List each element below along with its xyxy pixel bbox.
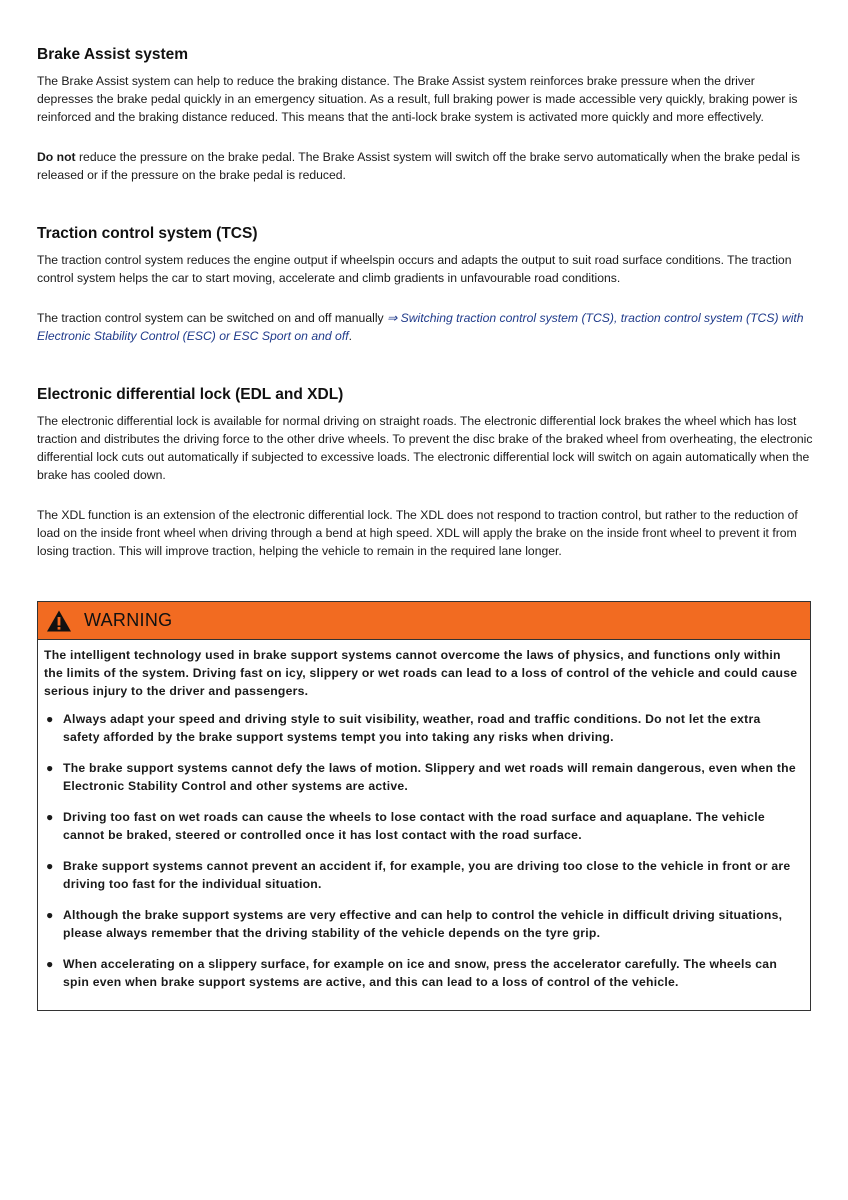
warning-list-item: [44, 808, 798, 844]
bullet-icon: ●: [46, 810, 54, 824]
paragraph: The electronic differential lock is available for normal driving on straight roads. The electronic differential lock brakes the wheel which has lost traction and distributes the driving force to the other drive wheels. To prevent the disc brake of the braked wheel from overheating, the electronic differential lock cuts out automatically if subjected to excessive loads. The electronic differential lock will switch on again automatically when the brake has cooled down.: [37, 414, 813, 482]
warning-item-text: Always adapt your speed and driving style to suit visibility, weather, road and traffic conditions. Do not let the extra safety afforded by the brake support systems tempt you into taking any risks when driving.: [63, 712, 761, 744]
warning-list-item: [44, 710, 798, 746]
warning-header: [38, 602, 810, 640]
section-heading: Electronic differential lock (EDL and XDL): [37, 386, 344, 403]
warning-item-text: Driving too fast on wet roads can cause the wheels to lose contact with the road surface and aquaplane. The vehicle cannot be braked, steered or controlled once it has lost contact with the road surface.: [63, 810, 765, 842]
warning-list-item: [44, 759, 798, 795]
bullet-icon: ●: [46, 761, 54, 775]
paragraph: [37, 148, 813, 184]
warning-list-item: [44, 955, 798, 991]
paragraph-text: reduce the pressure on the brake pedal. The Brake Assist system will switch off the brake servo automatically when the brake pedal is released or if the pressure on the brake pedal is reduced.: [37, 150, 800, 182]
section-traction-control: [37, 225, 813, 345]
bullet-icon: ●: [46, 957, 54, 971]
paragraph: The traction control system reduces the engine output if wheelspin occurs and adapts the output to suit road surface conditions. The traction control system helps the car to start moving, accelerate and climb gradients in unfavourable road conditions.: [37, 253, 792, 285]
warning-list-item: [44, 857, 798, 893]
warning-item-text: Brake support systems cannot prevent an accident if, for example, you are driving too close to the vehicle in front or are driving too fast for the individual situation.: [63, 859, 791, 891]
bullet-icon: ●: [46, 859, 54, 873]
bullet-icon: ●: [46, 712, 54, 726]
section-electronic-differential-lock: [37, 386, 813, 560]
bullet-icon: ●: [46, 908, 54, 922]
page-content: [37, 46, 813, 560]
warning-body: [38, 640, 810, 991]
paragraph: The Brake Assist system can help to reduce the braking distance. The Brake Assist system reinforces brake pressure when the driver depresses the brake pedal quickly in an emergency situation. As a result, full braking power is made accessible very quickly, braking power is reinforced and the braking distance reduced. This means that the anti-lock brake system is activated more quickly and more effectively.: [37, 74, 798, 124]
warning-item-text: Although the brake support systems are very effective and can help to control the vehicle in difficult driving situations, please always remember that the driving stability of the vehicle depends on the tyre grip.: [63, 908, 783, 940]
section-heading: Brake Assist system: [37, 46, 189, 63]
paragraph: The XDL function is an extension of the electronic differential lock. The XDL does not respond to traction control, but rather to the reduction of load on the inside front wheel when driving through a bend at high speed. XDL will apply the brake on the inside front wheel to prevent it from losing traction. This will improve traction, helping the vehicle to remain in the required lane longer.: [37, 508, 798, 558]
warning-intro: The intelligent technology used in brake support systems cannot overcome the laws of physics, and functions only within the limits of the system. Driving fast on icy, slippery or wet roads can lead to a loss of control of the vehicle and could cause serious injury to the driver and passengers.: [44, 648, 798, 698]
section-heading: Traction control system (TCS): [37, 225, 258, 242]
section-brake-assist: [37, 46, 813, 184]
cross-reference-link[interactable]: ⇒ Switching traction control system (TCS), traction control system (TCS) with Electronic Stability Control (ESC) or ESC Sport on and off: [37, 311, 804, 343]
warning-item-text: The brake support systems cannot defy the laws of motion. Slippery and wet roads will remain dangerous, even when the Electronic Stability Control and other systems are active.: [63, 761, 796, 793]
warning-list-item: [44, 906, 798, 942]
emphasis-text: Do not: [37, 150, 76, 164]
warning-item-text: When accelerating on a slippery surface, for example on ice and snow, press the accelerator carefully. The wheels can spin even when brake support systems are active, and this can lead to a loss of control of the vehicle.: [63, 957, 778, 989]
warning-box: [37, 601, 811, 1011]
paragraph: [37, 309, 813, 345]
warning-list: [44, 710, 798, 991]
warning-title: WARNING: [84, 610, 173, 630]
paragraph-text: The traction control system can be switched on and off manually: [37, 311, 388, 325]
paragraph-text: .: [348, 329, 352, 343]
warning-triangle-icon: [46, 609, 72, 633]
